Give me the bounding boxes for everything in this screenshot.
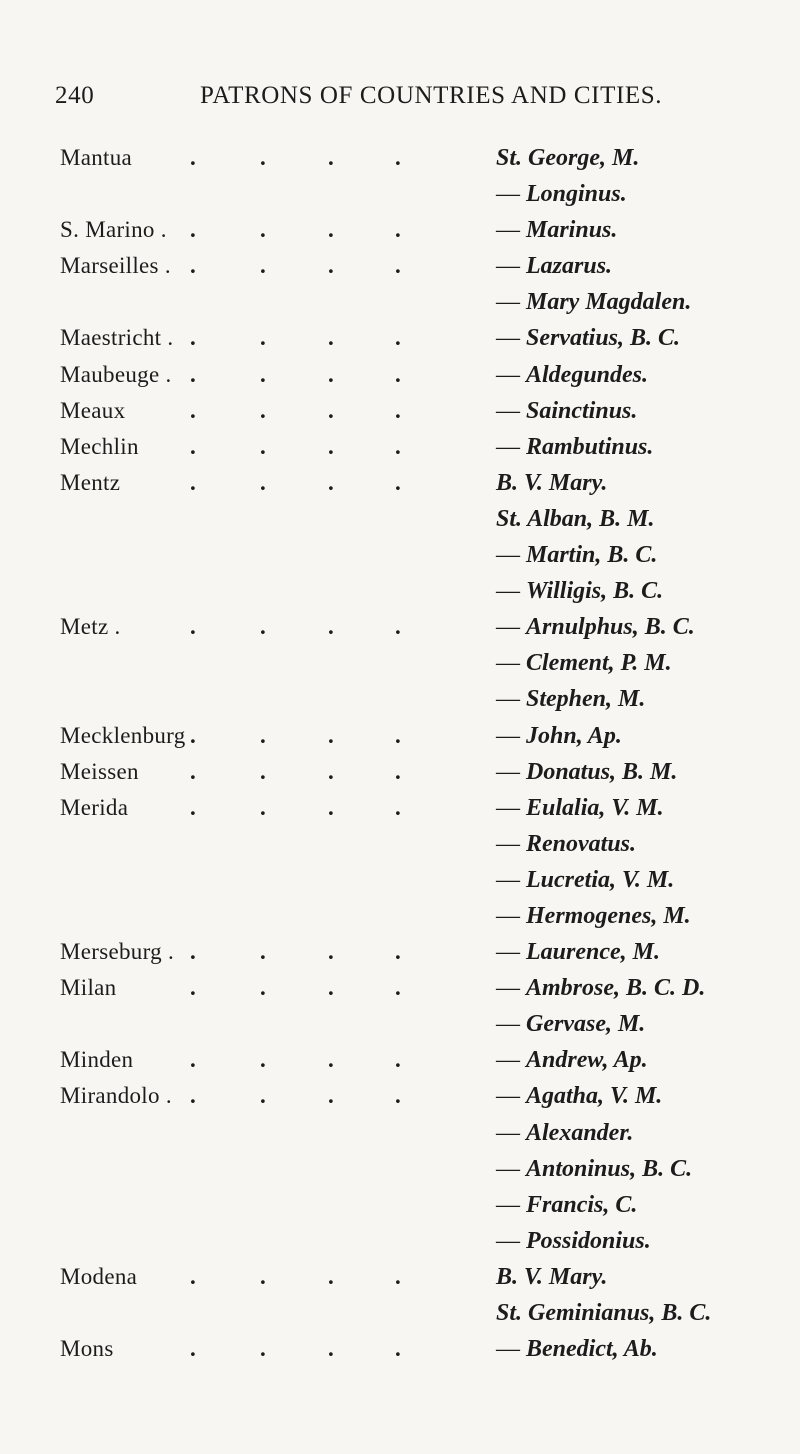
ditto-dash: — [496, 1011, 520, 1038]
list-item [0, 1223, 800, 1259]
list-item: Meaux . . . . — Sainctinus. [0, 393, 800, 429]
list-item: Modena . . . . B. V. Mary. [0, 1259, 800, 1295]
patron-text: Martin, B. C. [526, 542, 658, 569]
list-item [0, 1006, 800, 1042]
list-item: Mantua . . . . St. George, M. [0, 140, 800, 176]
ditto-dash: — [496, 686, 520, 713]
patron-text: Stephen, M. [526, 686, 646, 713]
patron-text: Renovatus. [526, 830, 637, 857]
list-item [0, 898, 800, 934]
city-name: Mentz [60, 469, 121, 495]
list-item [0, 537, 800, 573]
ditto-dash: — [496, 1083, 520, 1110]
running-title: PATRONS OF COUNTRIES AND CITIES. [200, 82, 663, 109]
list-item [0, 826, 800, 862]
patron-name [496, 1187, 637, 1223]
patron-list [0, 140, 800, 1367]
patron-text: Alexander. [526, 1119, 634, 1146]
list-item [0, 501, 800, 537]
patron-text: B. V. Mary. [496, 469, 608, 496]
patron-text: Lucretia, V. M. [526, 866, 675, 893]
ditto-dash: — [496, 866, 520, 893]
ditto-dash: — [496, 1119, 520, 1146]
list-item: Meissen . . . . — Donatus, B. M. [0, 754, 800, 790]
patron-name [496, 284, 691, 320]
list-item: S. Marino . . . . . — Marinus. [0, 212, 800, 248]
running-header [55, 82, 715, 122]
ditto-dash: — [496, 217, 520, 244]
city-name: Mons [60, 1336, 114, 1362]
patron-name [496, 1151, 692, 1187]
patron-name [496, 248, 612, 284]
list-item: Mecklenburg . . . . — John, Ap. [0, 718, 800, 754]
patron-text: Willigis, B. C. [526, 578, 664, 605]
list-item: Milan . . . . — Ambrose, B. C. D. [0, 970, 800, 1006]
patron-name [496, 320, 680, 356]
list-item [0, 645, 800, 681]
ditto-dash: — [496, 1336, 520, 1363]
city-name: Maestricht . [60, 325, 174, 351]
patron-text: Agatha, V. M. [526, 1083, 663, 1110]
patron-text: Servatius, B. C. [526, 325, 681, 352]
ditto-dash: — [496, 650, 520, 677]
ditto-dash: — [496, 289, 520, 316]
patron-name [496, 1331, 658, 1367]
patron-name [496, 681, 645, 717]
list-item [0, 573, 800, 609]
ditto-dash: — [496, 830, 520, 857]
patron-name [496, 790, 664, 826]
patron-text: Arnulphus, B. C. [526, 614, 695, 641]
list-item [0, 1115, 800, 1151]
ditto-dash: — [496, 325, 520, 352]
patron-text: Aldegundes. [526, 361, 649, 388]
ditto-dash: — [496, 542, 520, 569]
page-number: 240 [55, 82, 95, 109]
city-name: Mecklenburg [60, 722, 186, 748]
city-name: Mechlin [60, 433, 139, 459]
list-item: Merseburg . . . . . — Laurence, M. [0, 934, 800, 970]
patron-name [496, 429, 653, 465]
patron-name [496, 754, 677, 790]
patron-text: St. Geminianus, B. C. [496, 1300, 712, 1326]
city-name: Minden [60, 1047, 134, 1073]
patron-text: Possidonius. [526, 1227, 651, 1254]
ditto-dash: — [496, 181, 520, 208]
patron-text: St. Alban, B. M. [496, 505, 655, 532]
patron-name [496, 537, 657, 573]
patron-text: Gervase, M. [526, 1011, 646, 1038]
list-item: Mechlin . . . . — Rambutinus. [0, 429, 800, 465]
city-name: Marseilles . [60, 253, 171, 279]
ditto-dash: — [496, 939, 520, 966]
patron-name [496, 465, 607, 501]
ditto-dash: — [496, 1191, 520, 1218]
list-item [0, 1187, 800, 1223]
patron-text: Lazarus. [526, 253, 613, 280]
ditto-dash: — [496, 1227, 520, 1254]
patron-name [496, 645, 672, 681]
patron-text: Clement, P. M. [526, 650, 672, 677]
patron-name [496, 862, 674, 898]
city-name: Modena [60, 1263, 138, 1289]
city-name: Mantua [60, 145, 133, 170]
patron-text: Benedict, Ab. [526, 1336, 658, 1363]
patron-name [496, 1115, 633, 1151]
city-name: Milan [60, 975, 117, 1001]
patron-name [496, 898, 691, 934]
patron-name [496, 970, 705, 1006]
list-item: Maestricht . . . . . — Servatius, B. C. [0, 320, 800, 356]
patron-text: Marinus. [526, 217, 618, 244]
list-item [0, 1295, 800, 1331]
ditto-dash: — [496, 253, 520, 280]
city-name: Meaux [60, 397, 126, 423]
list-item: Mons . . . . — Benedict, Ab. [0, 1331, 800, 1367]
ditto-dash: — [496, 361, 520, 388]
city-name: Merseburg . [60, 939, 175, 965]
ditto-dash: — [496, 397, 520, 424]
ditto-dash: — [496, 722, 520, 749]
patron-text: Eulalia, V. M. [526, 794, 664, 821]
ditto-dash: — [496, 433, 520, 460]
patron-name [496, 1295, 711, 1331]
patron-name [496, 1006, 645, 1042]
patron-text: John, Ap. [526, 722, 622, 749]
list-item [0, 681, 800, 717]
patron-name [496, 1259, 607, 1295]
city-name: Merida [60, 794, 129, 820]
city-name: Mirandolo . [60, 1083, 172, 1109]
ditto-dash: — [496, 1047, 520, 1074]
patron-name [496, 393, 637, 429]
list-item [0, 284, 800, 320]
list-item: Mentz . . . . B. V. Mary. [0, 465, 800, 501]
list-item: Minden . . . . — Andrew, Ap. [0, 1042, 800, 1078]
patron-name [496, 212, 617, 248]
list-item [0, 862, 800, 898]
patron-text: Francis, C. [526, 1191, 638, 1218]
patron-text: B. V. Mary. [496, 1263, 608, 1290]
ditto-dash: — [496, 975, 520, 1002]
ditto-dash: — [496, 794, 520, 821]
patron-name [496, 934, 660, 970]
list-item [0, 1151, 800, 1187]
ditto-dash: — [496, 614, 520, 641]
patron-name [496, 718, 622, 754]
patron-text: Mary Magdalen. [526, 289, 692, 316]
patron-text: Longinus. [526, 181, 627, 208]
city-name: Metz . [60, 614, 121, 640]
ditto-dash: — [496, 758, 520, 785]
city-name: Meissen [60, 758, 139, 784]
list-item: Maubeuge . . . . . — Aldegundes. [0, 357, 800, 393]
patron-text: St. George, M. [496, 145, 640, 171]
patron-text: Laurence, M. [526, 939, 660, 966]
patron-text: Rambutinus. [526, 433, 654, 460]
patron-text: Antoninus, B. C. [526, 1155, 693, 1182]
patron-name [496, 826, 636, 862]
city-name: Maubeuge . [60, 361, 172, 387]
list-item: Merida . . . . — Eulalia, V. M. [0, 790, 800, 826]
patron-name [496, 501, 655, 537]
patron-name [496, 1078, 662, 1114]
patron-text: Andrew, Ap. [526, 1047, 648, 1074]
patron-text: Ambrose, B. C. D. [526, 975, 706, 1002]
list-item: Metz . . . . . — Arnulphus, B. C. [0, 609, 800, 645]
patron-name [496, 140, 639, 176]
patron-text: Hermogenes, M. [526, 902, 691, 929]
ditto-dash: — [496, 1155, 520, 1182]
ditto-dash: — [496, 902, 520, 929]
patron-name [496, 176, 627, 212]
patron-name [496, 357, 648, 393]
patron-name [496, 573, 663, 609]
patron-name [496, 1223, 651, 1259]
city-name: S. Marino . [60, 217, 167, 243]
patron-text: Donatus, B. M. [526, 758, 678, 785]
list-item: Mirandolo . . . . . — Agatha, V. M. [0, 1078, 800, 1114]
list-item [0, 176, 800, 212]
patron-name [496, 1042, 648, 1078]
patron-name [496, 609, 695, 645]
patron-text: Sainctinus. [526, 397, 638, 424]
list-item: Marseilles . . . . . — Lazarus. [0, 248, 800, 284]
ditto-dash: — [496, 578, 520, 605]
